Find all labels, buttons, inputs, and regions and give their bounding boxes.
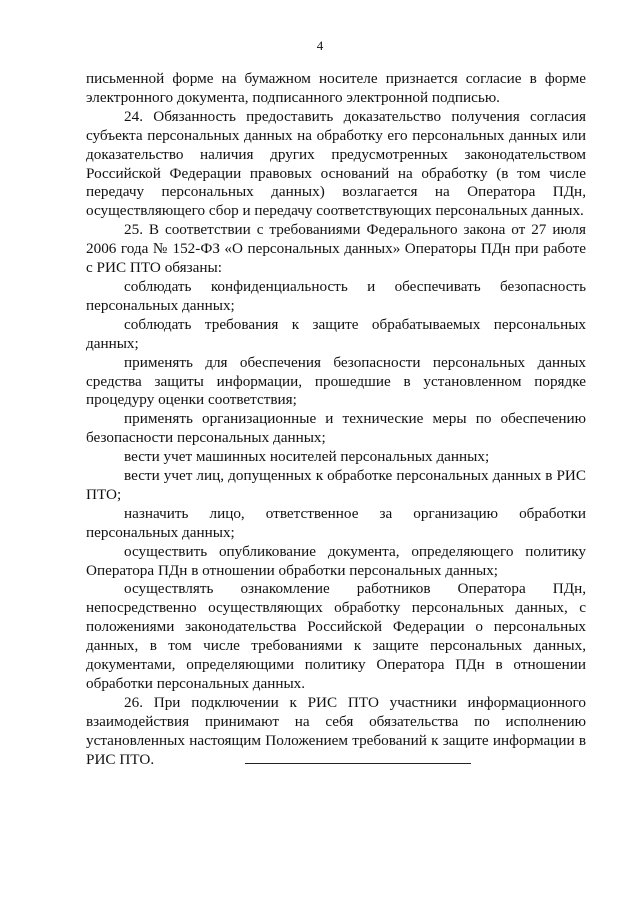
paragraph-continuation: письменной форме на бумажном носителе признается согласие в форме электронного документа, подписанного электронной подписью. (86, 70, 586, 106)
list-item: осуществлять ознакомление работников Оператора ПДн, непосредственно осуществляющих обработку персональных данных, с положениями законодательства Российской Федерации о персональных данных, в том числе требованиями к защите персональных данных, документами, определяющими политику Оператора ПДн в отношении обработки персональных данных. (86, 580, 586, 692)
paragraph-24: 24. Обязанность предоставить доказательство получения согласия субъекта персональных данных на обработку его персональных данных или доказательство наличия других предусмотренных законодательством Российской Федерации правовых оснований на обработку (в том числе передачу персональных данных) возлагается на Оператора ПДн, осуществляющего сбор и передачу соответствующих персональных данных. (86, 107, 586, 220)
list-item: назначить лицо, ответственное за организацию обработки персональных данных; (86, 504, 586, 541)
list-item: вести учет лиц, допущенных к обработке персональных данных в РИС ПТО; (86, 467, 586, 503)
end-of-document-line (245, 763, 471, 764)
list-item: соблюдать конфиденциальность и обеспечивать безопасность персональных данных; (86, 277, 586, 314)
document-body (86, 70, 586, 770)
list-item: вести учет машинных носителей персональных данных; (124, 448, 490, 466)
paragraph-25: 25. В соответствии с требованиями Федерального закона от 27 июля 2006 года № 152-ФЗ «О персональных данных» Операторы ПДн при работе с РИС ПТО обязаны: (86, 221, 586, 277)
list-item: осуществить опубликование документа, определяющего политику Оператора ПДн в отношении обработки персональных данных; (86, 542, 586, 579)
page-number: 4 (316, 38, 324, 53)
list-item: применять для обеспечения безопасности персональных данных средства защиты информации, прошедшие в установленном порядке процедуру оценки соответствия; (86, 353, 586, 409)
paragraph-26: 26. При подключении к РИС ПТО участники информационного взаимодействия принимают на себя обязательства по исполнению установленных настоящим Положением требований к защите информации в РИС ПТО. (86, 693, 586, 768)
list-item: соблюдать требования к защите обрабатываемых персональных данных; (86, 315, 586, 352)
list-item: применять организационные и технические меры по обеспечению безопасности персональных данных; (86, 410, 586, 447)
